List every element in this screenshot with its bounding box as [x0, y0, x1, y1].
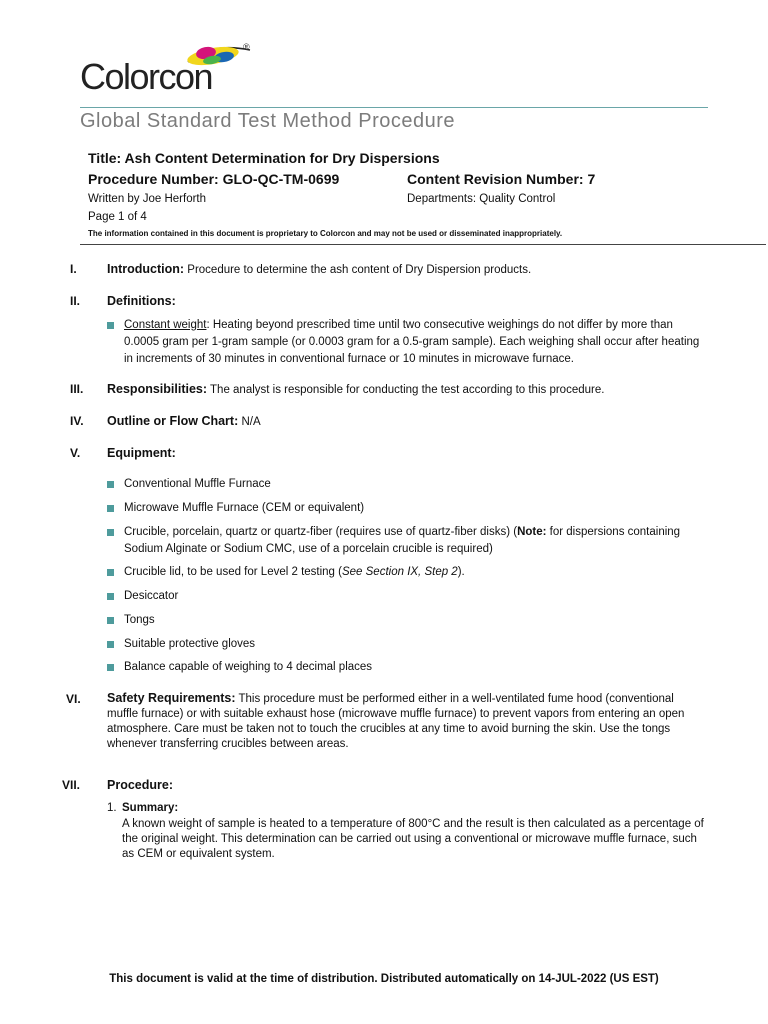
bullet-square-icon: [107, 617, 114, 624]
section-numeral: I.: [70, 262, 77, 276]
step-label: Summary:: [122, 802, 179, 814]
equipment-item: Conventional Muffle Furnace: [107, 476, 707, 493]
section-definitions: [107, 293, 707, 310]
section-text: N/A: [238, 416, 261, 428]
section-numeral: V.: [70, 446, 81, 460]
logo-wordmark: Colorcon: [80, 56, 213, 97]
definition-term: Constant weight: [124, 319, 207, 331]
section-procedure: [107, 777, 707, 794]
header-divider: [80, 244, 766, 245]
procedure-number: Procedure Number: GLO-QC-TM-0699: [88, 171, 340, 187]
distribution-footer: This document is valid at the time of distribution. Distributed automatically on 14-JUL-2022 (US EST): [109, 973, 659, 985]
bullet-square-icon: [107, 529, 114, 536]
definition-text: : Heating beyond prescribed time until two consecutive weighings do not differ by more than 0.0005 gram per 1-gram sample (or 0.0003 gram for a 0.5-gram sample). Each weighing shall occur after heating in increments of 30 minutes in conventional furnace or 10 minutes in microwave furnace.: [124, 319, 700, 365]
bullet-square-icon: [107, 481, 114, 488]
step-text: A known weight of sample is heated to a temperature of 800°C and the result is then calculated as a percentage of the original weight. This determination can be carried out using a conventional or microwave muffle furnace, such as CEM or equivalent system.: [122, 818, 704, 860]
section-label: Introduction:: [107, 262, 185, 276]
equipment-item: Crucible, porcelain, quartz or quartz-fiber (requires use of quartz-fiber disks) (Note: for dispersions containing Sodium Alginate or Sodium CMC, use of a porcelain crucible is required): [107, 524, 707, 558]
section-label: Safety Requirements:: [107, 691, 236, 705]
section-text: The analyst is responsible for conducting the test according to this procedure.: [207, 384, 605, 396]
section-numeral: III.: [70, 382, 84, 396]
note-label: Note:: [517, 526, 547, 538]
equipment-item: Crucible lid, to be used for Level 2 testing (See Section IX, Step 2).: [107, 564, 707, 581]
equipment-item: Microwave Muffle Furnace (CEM or equivalent): [107, 500, 707, 517]
equipment-item: Tongs: [107, 612, 707, 629]
equipment-item: Balance capable of weighing to 4 decimal places: [107, 659, 707, 676]
section-text: Procedure to determine the ash content of Dry Dispersion products.: [184, 264, 532, 276]
page-indicator: Page 1 of 4: [88, 211, 147, 223]
step-number: 1.: [107, 802, 117, 814]
section-equipment: [107, 445, 707, 462]
header-rule: [80, 107, 708, 108]
bullet-square-icon: [107, 505, 114, 512]
document-title: Title: Ash Content Determination for Dry Dispersions: [88, 150, 440, 166]
section-numeral: II.: [70, 294, 81, 308]
section-outline: [107, 413, 707, 430]
section-responsibilities: [107, 381, 707, 398]
bullet-square-icon: [107, 641, 114, 648]
content-revision-number: Content Revision Number: 7: [407, 171, 596, 187]
bullet-square-icon: [107, 322, 114, 329]
departments: Departments: Quality Control: [407, 193, 556, 205]
section-numeral: VI.: [66, 692, 81, 706]
proprietary-notice: The information contained in this document is proprietary to Colorcon and may not be used or disseminated inappropriately.: [88, 229, 563, 238]
registered-mark: ®: [243, 42, 250, 52]
equipment-item: Desiccator: [107, 588, 707, 605]
definition-item: [107, 317, 707, 368]
section-introduction: [107, 261, 707, 278]
section-label: Responsibilities:: [107, 382, 208, 396]
document-heading: Global Standard Test Method Procedure: [80, 110, 456, 132]
section-label: Equipment:: [107, 446, 176, 460]
section-numeral: VII.: [62, 778, 81, 792]
written-by: Written by Joe Herforth: [88, 193, 207, 205]
section-label: Procedure:: [107, 778, 173, 792]
bullet-square-icon: [107, 593, 114, 600]
section-label: Outline or Flow Chart:: [107, 414, 239, 428]
equipment-item: Suitable protective gloves: [107, 636, 707, 653]
bullet-square-icon: [107, 569, 114, 576]
section-safety: [107, 691, 707, 752]
section-label: Definitions:: [107, 294, 176, 308]
section-numeral: IV.: [70, 414, 84, 428]
bullet-square-icon: [107, 664, 114, 671]
section-reference: See Section IX, Step 2: [341, 566, 458, 578]
section-text: This procedure must be performed either in a well-ventilated fume hood (conventional muffle furnace) or with suitable exhaust hose (microwave muffle furnace) to prevent vapors from entering an open atmosphere. Care must be taken not to touch the crucibles at any time to avoid burning the skin. Use the tongs whenever transferring crucibles between areas.: [107, 693, 685, 750]
